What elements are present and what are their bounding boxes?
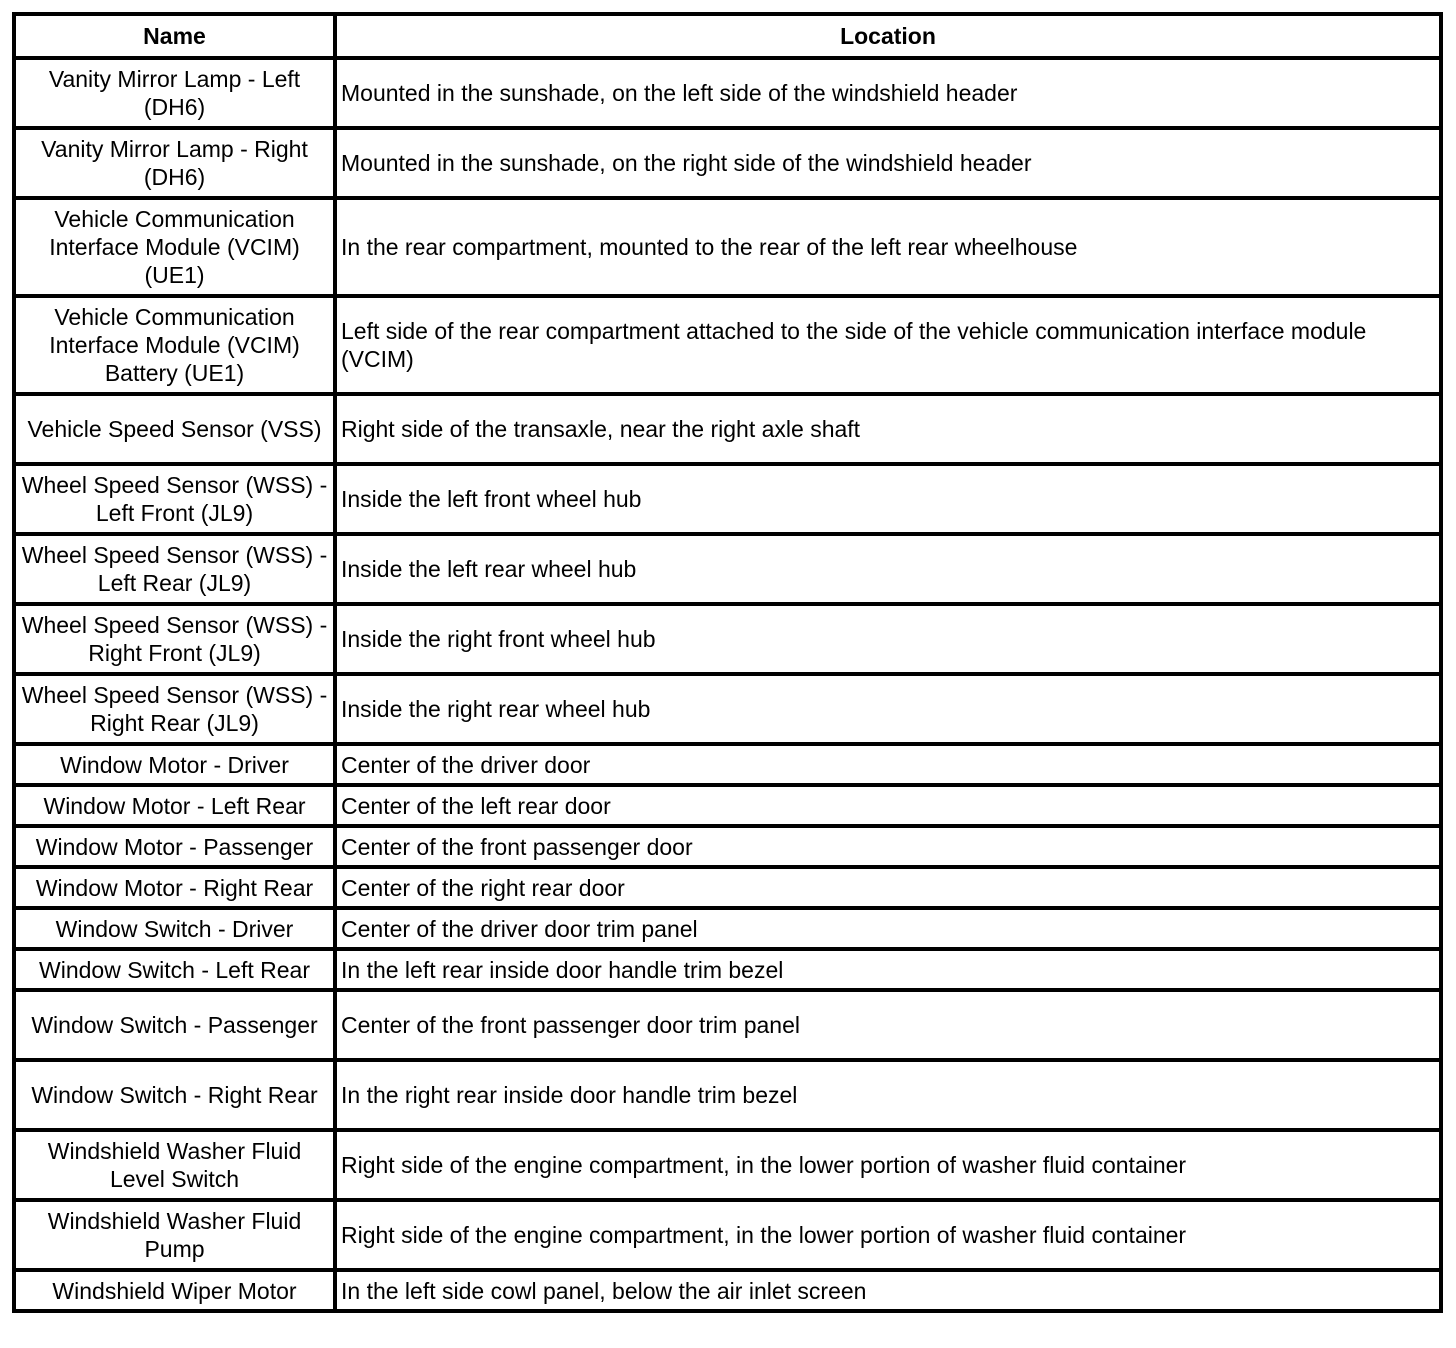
- header-row: [14, 14, 1441, 58]
- cell-name: Window Switch - Left Rear: [14, 949, 335, 990]
- cell-name: Wheel Speed Sensor (WSS) - Left Rear (JL9): [14, 534, 335, 604]
- table-row: [14, 744, 1441, 785]
- cell-name: Window Motor - Driver: [14, 744, 335, 785]
- cell-location: Center of the left rear door: [335, 785, 1441, 826]
- cell-location: Inside the left rear wheel hub: [335, 534, 1441, 604]
- table-row: [14, 394, 1441, 464]
- cell-name: Vanity Mirror Lamp - Right (DH6): [14, 128, 335, 198]
- cell-location: Right side of the engine compartment, in the lower portion of washer fluid container: [335, 1130, 1441, 1200]
- cell-location: Inside the left front wheel hub: [335, 464, 1441, 534]
- cell-location: Center of the driver door: [335, 744, 1441, 785]
- cell-location: Center of the front passenger door: [335, 826, 1441, 867]
- cell-location: Mounted in the sunshade, on the left side of the windshield header: [335, 58, 1441, 128]
- cell-location: Center of the driver door trim panel: [335, 908, 1441, 949]
- cell-location: Mounted in the sunshade, on the right side of the windshield header: [335, 128, 1441, 198]
- cell-name: Vanity Mirror Lamp - Left (DH6): [14, 58, 335, 128]
- cell-location: Inside the right front wheel hub: [335, 604, 1441, 674]
- cell-location: Right side of the engine compartment, in the lower portion of washer fluid container: [335, 1200, 1441, 1270]
- table-row: [14, 1060, 1441, 1130]
- table-row: [14, 464, 1441, 534]
- cell-location: In the rear compartment, mounted to the rear of the left rear wheelhouse: [335, 198, 1441, 296]
- cell-name: Wheel Speed Sensor (WSS) - Right Rear (JL9): [14, 674, 335, 744]
- table-row: [14, 1200, 1441, 1270]
- cell-location: Center of the right rear door: [335, 867, 1441, 908]
- table-row: [14, 1130, 1441, 1200]
- table-row: [14, 534, 1441, 604]
- column-header-name: Name: [14, 14, 335, 58]
- cell-name: Window Switch - Right Rear: [14, 1060, 335, 1130]
- table-row: [14, 198, 1441, 296]
- cell-location: In the left side cowl panel, below the air inlet screen: [335, 1270, 1441, 1311]
- column-header-location: Location: [335, 14, 1441, 58]
- table-row: [14, 58, 1441, 128]
- component-locations-table: [12, 12, 1443, 1313]
- cell-location: Right side of the transaxle, near the right axle shaft: [335, 394, 1441, 464]
- cell-location: Center of the front passenger door trim panel: [335, 990, 1441, 1060]
- cell-name: Vehicle Communication Interface Module (VCIM) (UE1): [14, 198, 335, 296]
- cell-name: Window Switch - Passenger: [14, 990, 335, 1060]
- table-row: [14, 990, 1441, 1060]
- cell-name: Window Motor - Passenger: [14, 826, 335, 867]
- cell-name: Windshield Wiper Motor: [14, 1270, 335, 1311]
- table-row: [14, 785, 1441, 826]
- cell-name: Windshield Washer Fluid Pump: [14, 1200, 335, 1270]
- cell-location: Inside the right rear wheel hub: [335, 674, 1441, 744]
- cell-name: Vehicle Speed Sensor (VSS): [14, 394, 335, 464]
- cell-name: Window Motor - Right Rear: [14, 867, 335, 908]
- table-row: [14, 296, 1441, 394]
- table-row: [14, 1270, 1441, 1311]
- cell-name: Vehicle Communication Interface Module (VCIM) Battery (UE1): [14, 296, 335, 394]
- table-row: [14, 128, 1441, 198]
- cell-location: In the right rear inside door handle trim bezel: [335, 1060, 1441, 1130]
- cell-name: Wheel Speed Sensor (WSS) - Right Front (JL9): [14, 604, 335, 674]
- table-row: [14, 826, 1441, 867]
- cell-location: In the left rear inside door handle trim bezel: [335, 949, 1441, 990]
- table-row: [14, 867, 1441, 908]
- cell-location: Left side of the rear compartment attached to the side of the vehicle communication interface module (VCIM): [335, 296, 1441, 394]
- cell-name: Window Motor - Left Rear: [14, 785, 335, 826]
- table-row: [14, 949, 1441, 990]
- cell-name: Wheel Speed Sensor (WSS) - Left Front (JL9): [14, 464, 335, 534]
- table-row: [14, 674, 1441, 744]
- cell-name: Window Switch - Driver: [14, 908, 335, 949]
- table-row: [14, 908, 1441, 949]
- cell-name: Windshield Washer Fluid Level Switch: [14, 1130, 335, 1200]
- table-row: [14, 604, 1441, 674]
